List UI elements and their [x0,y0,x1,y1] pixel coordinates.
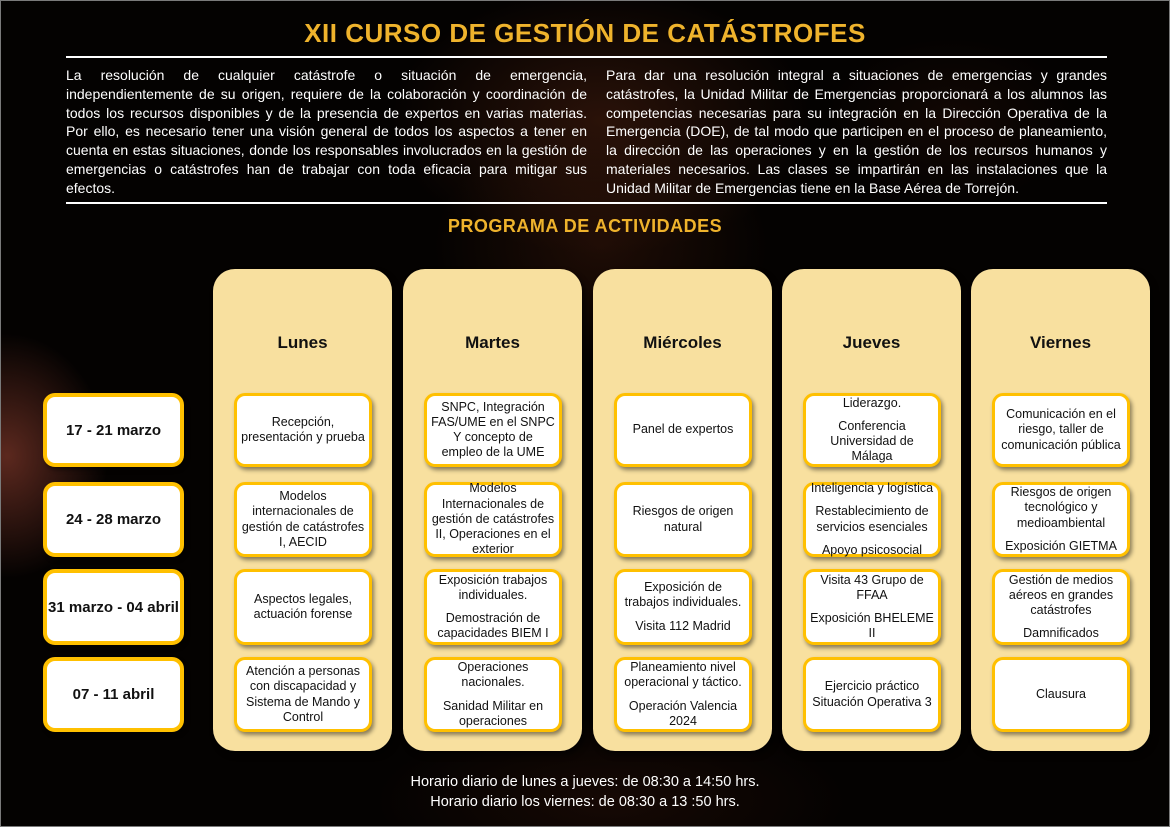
schedule-cell [992,569,1130,645]
title-divider [66,56,1107,58]
intro-divider [66,202,1107,204]
schedule-cell [803,569,941,645]
schedule-cell-text: Restablecimiento de servicios esenciales [815,504,929,534]
page-title: XII CURSO DE GESTIÓN DE CATÁSTROFES [304,18,866,48]
schedule-cell-text: Conferencia Universidad de Málaga [830,418,914,464]
schedule-cell-text: Operaciones nacionales. [457,660,529,690]
schedule-cell-text: Clausura [1035,686,1087,701]
schedule-cell [234,657,372,732]
schedule-cell [234,393,372,467]
schedule-cell [992,482,1130,557]
footer-schedule-weekdays: Horario diario de lunes a jueves: de 08:30 a 14:50 hrs. [410,774,760,790]
schedule-cell-text: Recepción, presentación y prueba [241,414,365,444]
schedule-cell-text: Liderazgo. [842,395,902,410]
schedule-cell-text: Riesgos de origen tecnológico y medioambiental [1010,485,1112,530]
footer-schedule-friday: Horario diario los viernes: de 08:30 a 13 :50 hrs. [430,794,740,810]
schedule-cell [614,393,752,467]
schedule-cell-text: Inteligencia y logística [810,481,934,495]
schedule-cell-text: Exposición BHELEME II [810,611,934,641]
schedule-cell [614,482,752,557]
schedule-cell-text: Modelos internacionales de gestión de catástrofes I, AECID [241,489,365,549]
schedule-cell-text: Comunicación en el riesgo, taller de comunicación pública [1001,407,1121,452]
schedule-cell-text: Operación Valencia 2024 [628,698,738,728]
week-label: 31 marzo - 04 abril [43,569,184,645]
schedule-cell [992,393,1130,467]
schedule-cell [234,569,372,645]
schedule-cell-text: Damnificados [1023,626,1099,641]
schedule-cell-text: Modelos Internacionales de gestión de catástrofes II, Operaciones en el exterior [431,481,555,557]
schedule-cell [992,657,1130,732]
schedule-cell-text: Visita 43 Grupo de FFAA [820,572,924,602]
schedule-cell-text: Exposición GIETMA [1005,538,1117,553]
day-header: Jueves [842,333,901,352]
schedule-cell-text: Aspectos legales, actuación forense [253,591,353,621]
intro-right-paragraph: Para dar una resolución integral a situaciones de emergencias y grandes catástrofes, la Unidad Militar de Emergencias proporcionará a los alumnos las competencias necesarias para su integración en la Dirección Operativa de la Emergencia (DOE), de tal modo que participen en el proceso de planeamiento, la dirección de las operaciones y en la gestión de los recursos humanos y materiales necesarios. Las clases se impartirán en las instalaciones que la Unidad Militar de Emergencias tiene en la Base Aérea de Torrejón. [606,67,1107,196]
schedule-cell [803,482,941,557]
schedule-cell-text: Riesgos de origen natural [632,504,734,534]
schedule-cell-text: SNPC, Integración FAS/UME en el SNPC Y concepto de empleo de la UME [431,399,555,460]
program-section-title: PROGRAMA DE ACTIVIDADES [447,216,723,236]
schedule-cell [234,482,372,557]
schedule-cell [803,393,941,467]
schedule-cell-text: Apoyo psicosocial [821,542,923,557]
schedule-cell-text: Atención a personas con discapacidad y Sistema de Mando y Control [246,664,360,724]
schedule-cell-text: Panel de expertos [632,422,734,437]
schedule-cell-text: Exposición trabajos individuales. [438,572,548,602]
week-label: 07 - 11 abril [43,657,184,732]
schedule-cell [614,569,752,645]
schedule-cell [424,657,562,732]
week-label: 24 - 28 marzo [43,482,184,557]
intro-left-paragraph: La resolución de cualquier catástrofe o situación de emergencia, independientemente de su origen, requiere de la colaboración y coordinación de todos los recursos disponibles y de la presencia de expertos en varias materias. Por ello, es necesario tener una visión general de todos los aspectos a tener en cuenta en estas situaciones, donde los responsables involucrados en la gestión de emergencias o catástrofes han de trabajar con toda eficacia para mitigar sus efectos. [66,67,587,196]
schedule-cell [614,657,752,732]
day-header: Viernes [1029,333,1092,352]
schedule-cell-text: Exposición de trabajos individuales. [624,580,742,610]
schedule-cell [803,657,941,732]
week-label: 17 - 21 marzo [43,393,184,467]
schedule-cell-text: Sanidad Militar en operaciones [442,698,544,728]
schedule-cell-text: Planeamiento nivel operacional y táctico. [624,660,742,690]
schedule-cell [424,569,562,645]
day-header: Miércoles [643,333,722,352]
schedule-cell-text: Visita 112 Madrid [635,618,731,633]
schedule-cell-text: Ejercicio práctico Situación Operativa 3 [812,679,932,709]
schedule-cell [424,482,562,557]
day-header: Lunes [277,333,328,352]
day-header: Martes [465,333,520,352]
schedule-cell-text: Demostración de capacidades BIEM I [437,611,549,641]
schedule-cell [424,393,562,467]
schedule-cell-text: Gestión de medios aéreos en grandes catástrofes [1008,572,1114,617]
